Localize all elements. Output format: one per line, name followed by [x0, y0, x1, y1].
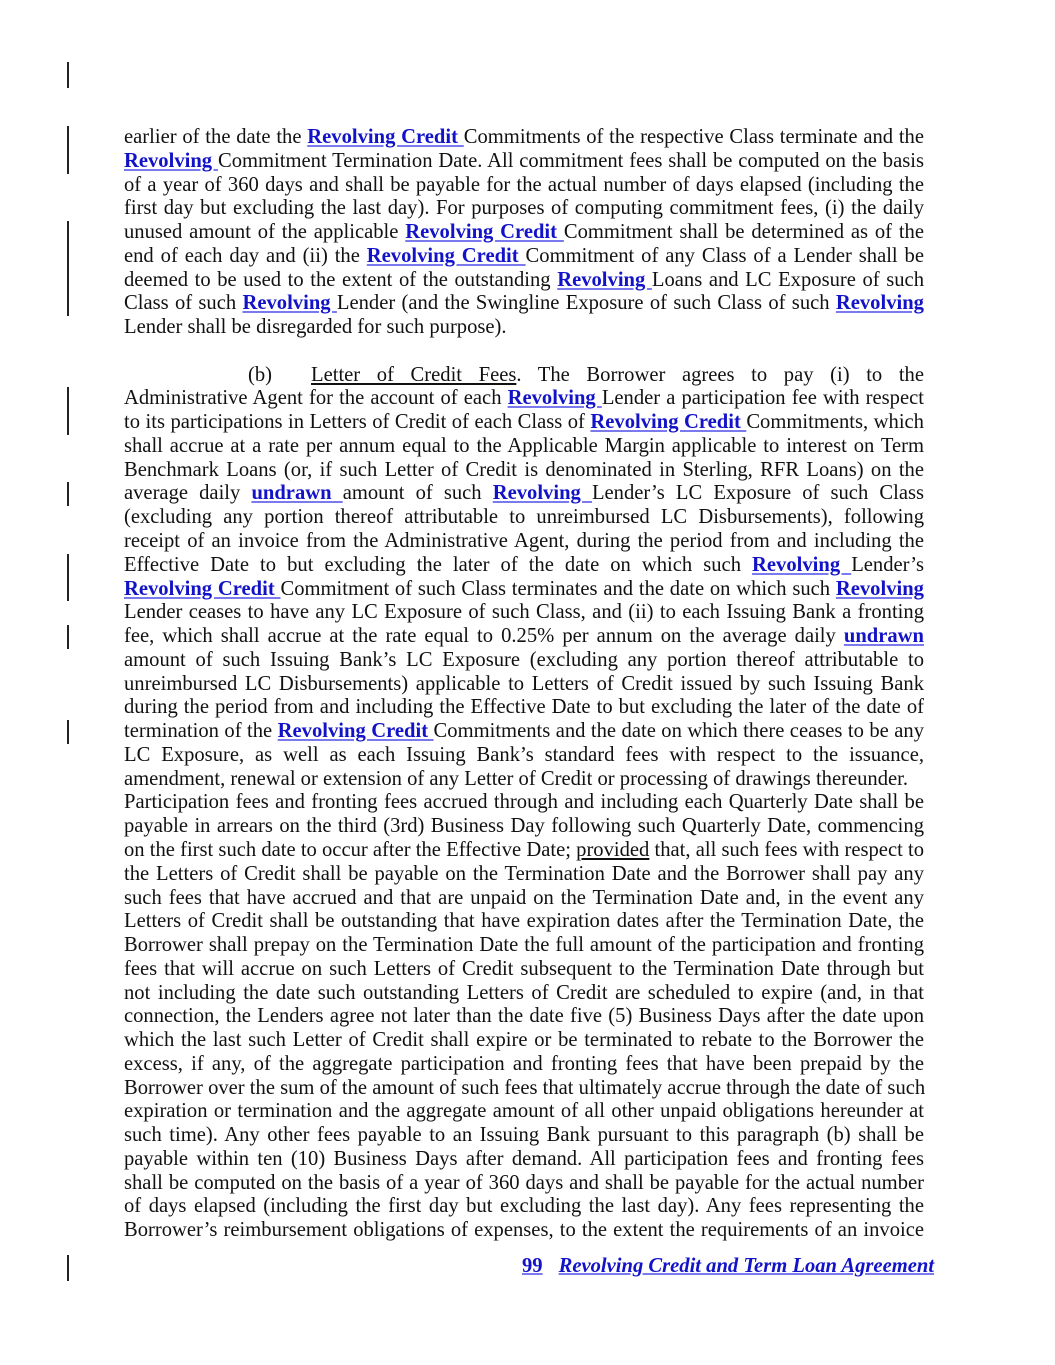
text-span: such time). Any other fees payable to an Issuing Bank pursuant to this paragraph (b) shall be [124, 1124, 924, 1147]
text-span: expiration or termination and the aggregate amount of all other unpaid obligations hereunder at [124, 1100, 924, 1123]
text-span: Lender shall be disregarded for such purpose). [124, 316, 507, 339]
text-span: Administrative Agent for the account of each [124, 387, 508, 410]
text-span: Lender’s LC Exposure of such Class [591, 482, 924, 505]
text-span: amount of such Issuing Bank’s LC Exposure (excluding any portion thereof attributable to [124, 648, 924, 671]
defined-term-link[interactable]: undrawn [843, 625, 924, 648]
text-span: excess, if any, of the aggregate participation and fronting fees that have been prepaid by the [124, 1052, 924, 1075]
defined-term-link[interactable]: Revolving [492, 482, 592, 505]
text-span: deemed to be used to the extent of the outstanding [124, 268, 558, 291]
text-span: LC Exposure, as well as each Issuing Bank’s standard fees with respect to the issuance, [124, 743, 924, 766]
defined-term-link[interactable]: Revolving Credit [405, 221, 564, 244]
text-span: earlier of the date the [124, 126, 308, 148]
text-span: Lender’s [851, 553, 924, 576]
text-span: amendment, renewal or extension of any Letter of Credit or processing of drawings thereunder. [124, 767, 909, 790]
text-line [124, 625, 924, 649]
text-line [124, 863, 924, 887]
defined-term-link[interactable]: Revolving [557, 268, 652, 291]
paragraph-commitment-fees [124, 126, 924, 340]
text-span: Letters of Credit shall be outstanding that have expiration dates after the Termination Date, the [124, 910, 924, 933]
text-line [124, 482, 924, 506]
change-bar [67, 482, 69, 506]
text-span: Borrower shall prepay on the Termination Date the full amount of the participation and fronting [124, 934, 924, 957]
text-line [124, 435, 924, 459]
text-span: Class of such [124, 292, 243, 315]
text-span: shall be computed on the basis of a year of 360 days and shall be payable for the actual number [124, 1171, 924, 1194]
text-line [124, 221, 924, 245]
document-title[interactable]: Revolving Credit and Term Loan Agreement [558, 1255, 935, 1277]
text-span: amount of such [342, 482, 493, 505]
text-span: Borrower’s reimbursement obligations of expenses, to the extent the requirements of an invoice [124, 1219, 924, 1242]
text-span: not including the date such outstanding Letters of Credit are scheduled to expire (and, in that [124, 981, 924, 1004]
text-span: end of each day and (ii) the [124, 244, 367, 267]
text-line [124, 649, 924, 673]
text-span: Commitment Termination Date. All commitment fees shall be computed on the basis [217, 149, 924, 172]
change-bar [67, 245, 69, 269]
change-bar [67, 625, 69, 649]
text-line [124, 245, 924, 269]
text-span: Lender ceases to have any LC Exposure of such Class, and (ii) to each Issuing Bank a fronting [124, 601, 924, 624]
text-line [124, 768, 924, 792]
text-line [124, 1100, 924, 1124]
defined-term-link[interactable]: Revolving Credit [366, 244, 526, 267]
change-bar [67, 221, 69, 245]
text-span: unreimbursed LC Disbursements) applicable to Letters of Credit issued by such Issuing Bank [124, 672, 924, 695]
text-line [124, 744, 924, 768]
change-bar [67, 387, 69, 411]
text-span: the Letters of Credit shall be payable on the Termination Date and the Borrower shall pay any [124, 862, 924, 885]
text-span: unused amount of the applicable [124, 221, 406, 244]
text-line [124, 126, 924, 150]
text-span: Lender a participation fee with respect [601, 387, 924, 410]
document-body [124, 126, 924, 1243]
change-bar [67, 1255, 69, 1281]
text-span: Participation fees and fronting fees accrued through and including each Quarterly Date shall be [124, 791, 924, 814]
text-line [124, 1172, 924, 1196]
text-span: connection, the Lenders agree not later than the date five (5) Business Days after the date upon [124, 1005, 924, 1028]
text-line [124, 1219, 924, 1243]
text-line [124, 910, 924, 934]
defined-term-link[interactable]: Revolving [124, 149, 218, 172]
page-footer [522, 1255, 934, 1278]
underlined-text: provided [576, 838, 650, 861]
page-number[interactable]: 99 [522, 1255, 543, 1277]
defined-term-link[interactable]: Revolving Credit [590, 411, 747, 434]
defined-term-link[interactable]: Revolving [835, 577, 924, 600]
text-line [124, 269, 924, 293]
text-line [124, 1029, 924, 1053]
text-line [124, 1124, 924, 1148]
text-span: Borrower over the sum of the amount of such fees that ultimately accrue through the date of such [124, 1076, 926, 1099]
text-span: which the last such Letter of Credit shall expire or be terminated to rebate to the Borrower the [124, 1029, 924, 1052]
defined-term-link[interactable]: Revolving [835, 292, 924, 315]
underlined-text: Letter of Credit Fees [311, 363, 517, 386]
text-span: Commitments, which [746, 411, 924, 434]
text-line [124, 1195, 924, 1219]
text-span: fee, which shall accrue at the rate equal to 0.25% per annum on the average daily [124, 625, 844, 648]
text-line [124, 958, 924, 982]
change-bar [67, 720, 69, 744]
text-line [124, 554, 924, 578]
text-line [124, 1053, 924, 1077]
text-line [124, 316, 924, 340]
text-span: . The Borrower agrees to pay (i) to the [516, 363, 924, 386]
text-line [124, 506, 924, 530]
text-span: receipt of an invoice from the Administrative Agent, during the period from and including the [124, 530, 924, 553]
text-line [124, 934, 924, 958]
paragraph-letter-of-credit-fees [124, 364, 924, 1243]
text-span: Lender (and the Swingline Exposure of such Class of such [336, 292, 836, 315]
text-line [124, 578, 924, 602]
defined-term-link[interactable]: Revolving Credit [124, 577, 281, 600]
text-line [124, 174, 924, 198]
text-line [124, 815, 924, 839]
text-line [124, 720, 924, 744]
text-span: (excluding any portion thereof attributable to unreimbursed LC Disbursements), following [124, 506, 924, 529]
text-line [124, 197, 924, 221]
text-line [124, 887, 924, 911]
change-bar [67, 411, 69, 435]
text-span: during the period from and including the Effective Date to but excluding the later of the date of [124, 696, 924, 719]
text-span: first day but excluding the last day). For purposes of computing commitment fees, (i) the daily [124, 197, 924, 220]
text-span: Commitment shall be determined as of the [563, 221, 924, 244]
change-bar [67, 62, 69, 88]
text-line [124, 696, 924, 720]
defined-term-link[interactable]: Revolving [507, 387, 602, 410]
text-span: Benchmark Loans (or, if such Letter of Credit is denominated in Sterling, RFR Loans) on the [124, 458, 924, 481]
text-span: Loans and LC Exposure of such [651, 268, 924, 291]
text-span: shall accrue at a rate per annum equal to the Applicable Margin applicable to interest on Term [124, 434, 924, 457]
text-line [124, 150, 924, 174]
text-span: such fees that have accrued and that are unpaid on the Termination Date and, in the event any [124, 886, 924, 909]
text-line [124, 839, 924, 863]
text-span: Commitment of such Class terminates and the date on which such [280, 577, 836, 600]
text-span: fees that will accrue on such Letters of Credit subsequent to the Termination Date through but [124, 957, 924, 980]
text-span: payable in arrears on the third (3rd) Business Day following such Quarterly Date, commencing [124, 815, 924, 838]
change-bar [67, 292, 69, 316]
text-span: to its participations in Letters of Credit of each Class of [124, 411, 591, 434]
text-line [124, 1077, 924, 1101]
defined-term-link[interactable]: Revolving Credit [307, 126, 464, 148]
text-span: Commitment of any Class of a Lender shall be [525, 244, 924, 267]
text-line [124, 791, 924, 815]
change-bar [67, 578, 69, 602]
defined-term-link[interactable]: undrawn [251, 482, 343, 505]
defined-term-link[interactable]: Revolving [752, 553, 852, 576]
text-line [124, 364, 924, 388]
defined-term-link[interactable]: Revolving [242, 292, 337, 315]
change-bar [67, 126, 69, 150]
text-span: that, all such fees with respect to [649, 838, 924, 861]
text-span: Commitments and the date on which there ceases to be any [433, 720, 924, 743]
text-line [124, 530, 924, 554]
change-bar [67, 150, 69, 174]
change-bar [67, 269, 69, 293]
text-line [124, 982, 924, 1006]
text-span: Commitments of the respective Class terminate and the [463, 126, 924, 148]
text-line [124, 601, 924, 625]
text-line [124, 1005, 924, 1029]
text-span: Effective Date to but excluding the later of the date on which such [124, 553, 753, 576]
text-span: payable within ten (10) Business Days after demand. All participation fees and fronting fees [124, 1147, 924, 1170]
text-span: of days elapsed (including the first day but excluding the last day). Any fees representing the [124, 1195, 924, 1218]
change-bar [67, 554, 69, 578]
paragraph-label: (b) [248, 363, 273, 386]
text-span: on the first such date to occur after the Effective Date; [124, 838, 577, 861]
text-line [124, 1148, 924, 1172]
text-line [124, 459, 924, 483]
text-span: termination of the [124, 720, 278, 743]
text-line [124, 387, 924, 411]
text-span: average daily [124, 482, 252, 505]
text-line [124, 673, 924, 697]
text-line [124, 411, 924, 435]
text-span: of a year of 360 days and shall be payable for the actual number of days elapsed (including the [124, 173, 924, 196]
text-line [124, 292, 924, 316]
defined-term-link[interactable]: Revolving Credit [277, 720, 434, 743]
